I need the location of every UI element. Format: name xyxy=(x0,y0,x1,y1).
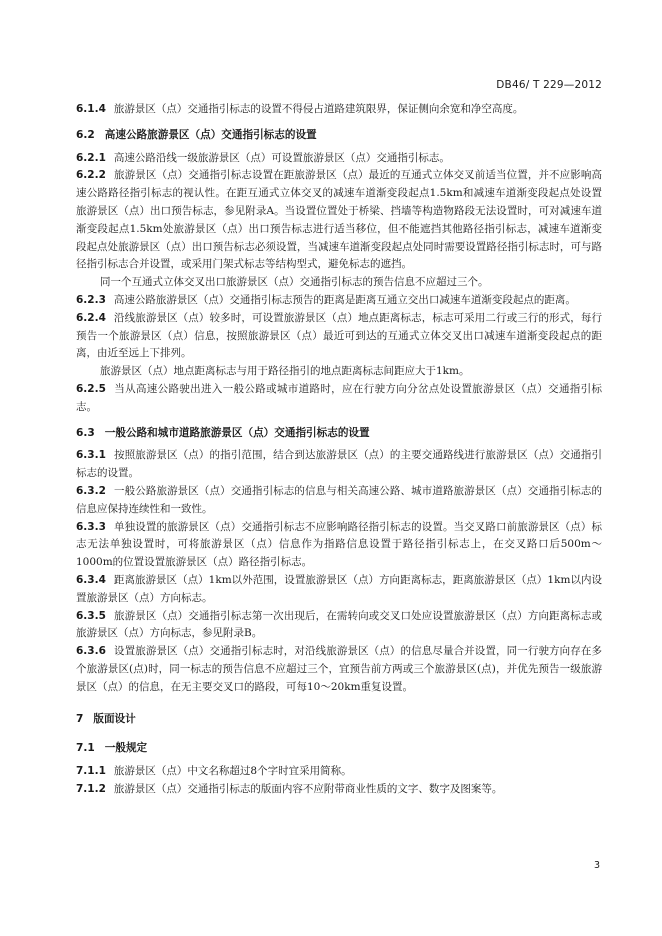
section-heading-7-1 xyxy=(76,740,602,758)
clause-7-1-2 xyxy=(76,781,602,799)
clause-7-1-1 xyxy=(76,763,602,781)
clause-text: 距离旅游景区（点）1km以外范围，设置旅游景区（点）方向距离标志，距离旅游景区（点）1km以内设置旅游景区（点）方向标志。 xyxy=(76,573,602,604)
clause-6-2-5 xyxy=(76,381,602,417)
clause-6-3-1 xyxy=(76,447,602,483)
clause-number: 6.3.2 xyxy=(76,484,106,497)
clause-6-3-2 xyxy=(76,483,602,519)
clause-text: 旅游景区（点）交通指引标志的版面内容不应附带商业性质的文字、数字及图案等。 xyxy=(113,782,503,795)
clause-text: 一般公路旅游景区（点）交通指引标志的信息与相关高速公路、城市道路旅游景区（点）交通指引标志的信息应保持连续性和一致性。 xyxy=(76,484,602,515)
section-heading-6-2 xyxy=(76,127,602,145)
clause-number: 7.1.2 xyxy=(76,782,106,795)
clause-text: 高速公路沿线一级旅游景区（点）可设置旅游景区（点）交通指引标志。 xyxy=(113,151,450,164)
clause-6-1-4 xyxy=(76,101,602,119)
section-number: 7.1 xyxy=(76,742,95,755)
clause-number: 6.2.3 xyxy=(76,293,106,306)
section-number: 6.3 xyxy=(76,426,95,439)
clause-text: 沿线旅游景区（点）较多时，可设置旅游景区（点）地点距离标志，标志可采用二行或三行的形式，每行预告一个旅游景区（点）信息，按照旅游景区（点）最近可到达的互通式立体交叉出口减速车道渐变段起点的距离，由近至远上下排列。 xyxy=(76,311,602,360)
clause-number: 6.3.5 xyxy=(76,609,106,622)
clause-number: 6.1.4 xyxy=(76,103,106,115)
clause-text: 旅游景区（点）交通指引标志的设置不得侵占道路建筑限界，保证侧向余宽和净空高度。 xyxy=(113,103,524,115)
clause-number: 6.3.6 xyxy=(76,645,106,658)
clause-number: 6.3.3 xyxy=(76,520,106,533)
clause-6-3-3 xyxy=(76,519,602,572)
clause-6-3-6 xyxy=(76,643,602,696)
clause-6-3-4 xyxy=(76,572,602,608)
document-code: DB46/ T 229—2012 xyxy=(496,79,602,91)
section-title: 高速公路旅游景区（点）交通指引标志的设置 xyxy=(104,128,317,141)
clause-text: 高速公路旅游景区（点）交通指引标志预告的距离是距离互通立交出口减速车道渐变段起点的距离。 xyxy=(113,293,576,306)
paragraph-continuation: 旅游景区（点）地点距离标志与用于路径指引的地点距离标志间距应大于1km。 xyxy=(100,365,470,378)
clause-number: 6.3.4 xyxy=(76,573,106,586)
clause-number: 6.2.1 xyxy=(76,151,106,164)
clause-6-3-5 xyxy=(76,608,602,644)
clause-text: 当从高速公路驶出进入一般公路或城市道路时，应在行驶方向分岔点处设置旅游景区（点）交通指引标志。 xyxy=(76,382,602,413)
clause-text: 旅游景区（点）中文名称超过8个字时宜采用简称。 xyxy=(113,765,352,778)
clause-text: 旅游景区（点）交通指引标志第一次出现后，在需转向或交叉口处应设置旅游景区（点）方向距离标志或旅游景区（点）方向标志，参见附录B。 xyxy=(76,609,602,640)
chapter-number: 7 xyxy=(76,712,84,725)
clause-text: 按照旅游景区（点）的指引范围，结合到达旅游景区（点）的主要交通路线进行旅游景区（点）交通指引标志的设置。 xyxy=(76,449,602,480)
clause-text: 单独设置的旅游景区（点）交通指引标志不应影响路径指引标志的设置。当交叉路口前旅游景区（点）标志无法单独设置时，可将旅游景区（点）信息作为指路信息设置于路径指引标志上，在交叉路口后500m～1000m的位置设置旅游景区（点）路径指引标志。 xyxy=(76,520,602,569)
clause-text: 旅游景区（点）交通指引标志设置在距旅游景区（点）最近的互通式立体交叉前适当位置，并不应影响高速公路路径指引标志的视认性。在距互通式立体交叉的减速车道渐变段起点1.5km和减速车道渐变段起点处设置旅游景区（点）出口预告标志，参见附录A。当设置位置处于桥梁、挡墙等构造物路段无法设置时，可对减速车道渐变段起点1.5km处旅游景区（点）出口预告标志进行适当移位，但不能遮挡其他路径指引标志，减速车道渐变段起点处旅游景区（点）出口预告标志必须设置，当减速车道渐变段起点处同时需要设置路径指引标志时，可与路径指引标志合并设置，或采用门架式标志等结构型式，避免标志的遮挡。 xyxy=(76,169,602,271)
section-title: 一般公路和城市道路旅游景区（点）交通指引标志的设置 xyxy=(104,426,370,439)
document-body xyxy=(76,101,602,799)
clause-number: 6.3.1 xyxy=(76,449,106,462)
section-number: 6.2 xyxy=(76,128,95,141)
clause-text: 设置旅游景区（点）交通指引标志时，对沿线旅游景区（点）的信息尽量合并设置，同一行驶方向存在多个旅游景区(点)时，同一标志的预告信息不应超过三个，宜预告前方两或三个旅游景区(点)，并优先预告一级旅游景区（点）的信息，在无主要交叉口的路段，可每10～20km重复设置。 xyxy=(76,645,602,693)
section-heading-6-3 xyxy=(76,425,602,443)
clause-number: 6.2.4 xyxy=(76,311,106,324)
clause-6-2-4 xyxy=(76,310,602,363)
clause-number: 6.2.5 xyxy=(76,382,106,395)
section-title: 一般规定 xyxy=(104,742,148,755)
chapter-title: 版面设计 xyxy=(93,712,136,725)
page-number: 3 xyxy=(593,860,600,871)
chapter-heading-7 xyxy=(76,711,602,729)
clause-6-2-1 xyxy=(76,150,602,168)
paragraph-continuation: 同一个互通式立体交叉出口旅游景区（点）交通指引标志的预告信息不应超过三个。 xyxy=(100,276,489,289)
clause-number: 6.2.2 xyxy=(76,169,106,182)
clause-6-2-2 xyxy=(76,167,602,274)
clause-6-2-3 xyxy=(76,292,602,310)
clause-number: 7.1.1 xyxy=(76,765,106,778)
